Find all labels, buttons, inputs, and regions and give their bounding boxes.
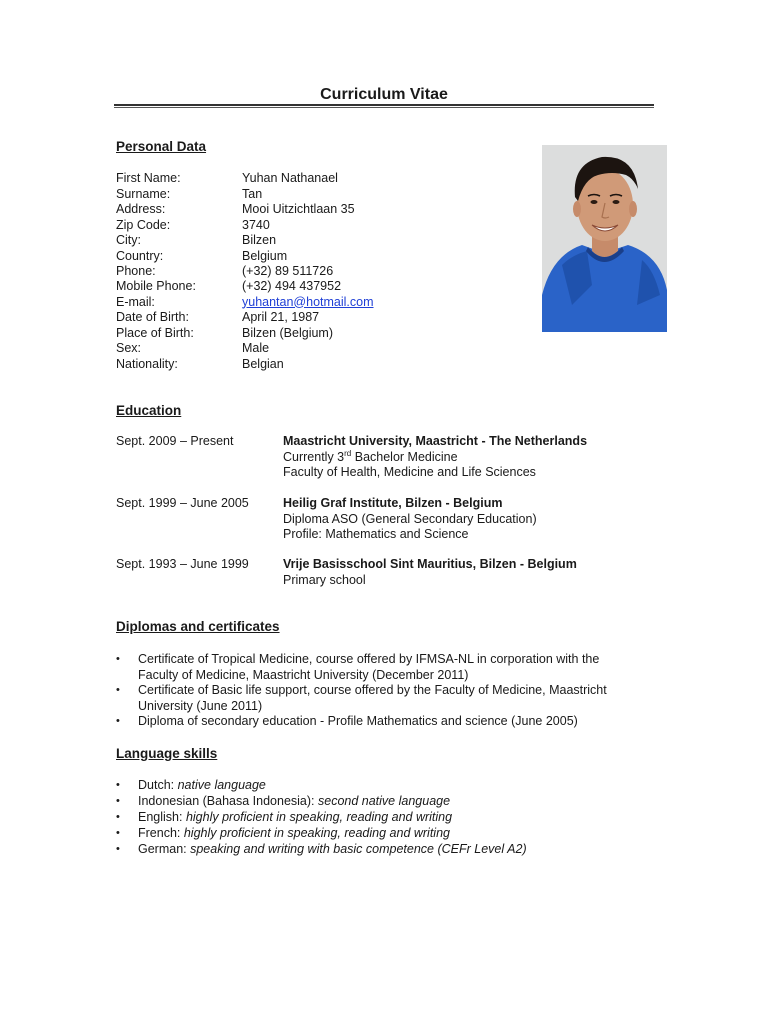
bullet-icon: • (116, 653, 120, 665)
list-item: • Certificate of Tropical Medicine, course offered by IFMSA-NL in corporation with the Faculty of Medicine, Maastricht University (December 2011) (116, 652, 600, 682)
list-item: • Diploma of secondary education - Profile Mathematics and science (June 2005) (116, 714, 578, 728)
bullet-icon: • (116, 843, 120, 855)
field-label: Mobile Phone: (116, 279, 196, 293)
field-value: Belgian (242, 356, 284, 371)
education-details (283, 557, 683, 588)
field-value: Tan (242, 186, 263, 201)
bullet-icon: • (116, 684, 120, 696)
profile-photo (542, 145, 667, 332)
education-dates: Sept. 1999 – June 2005 (116, 496, 249, 510)
field-label: Nationality: (116, 356, 178, 371)
field-value: Mooi Uitzichtlaan 35 (242, 202, 355, 216)
education-line: Currently 3rd Bachelor Medicine (283, 448, 458, 464)
bullet-icon: • (116, 715, 120, 727)
education-institution: Heilig Graf Institute, Bilzen - Belgium (283, 496, 503, 510)
field-label: Address: (116, 202, 166, 216)
title-rule-thin (114, 107, 654, 108)
field-label: City: (116, 233, 141, 247)
field-value: Bilzen (242, 233, 277, 247)
education-dates: Sept. 2009 – Present (116, 434, 234, 448)
education-line: Diploma ASO (General Secondary Education) (283, 511, 537, 526)
list-item: • Dutch: native language (116, 778, 266, 792)
field-value: Yuhan Nathanael (242, 171, 338, 185)
education-institution: Vrije Basisschool Sint Mauritius, Bilzen - Belgium (283, 557, 577, 571)
field-value: 3740 (242, 217, 270, 232)
education-details (283, 496, 683, 543)
education-heading: Education (116, 403, 182, 418)
bullet-icon: • (116, 779, 120, 791)
page-title: Curriculum Vitae (320, 86, 448, 103)
field-label: Place of Birth: (116, 325, 194, 340)
list-item: • English: highly proficient in speaking, reading and writing (116, 810, 453, 824)
education-line: Profile: Mathematics and Science (283, 527, 469, 541)
diplomas-heading: Diplomas and certificates (116, 619, 280, 634)
education-details (283, 434, 683, 481)
title-rule (114, 104, 654, 106)
education-institution: Maastricht University, Maastricht - The Netherlands (283, 434, 588, 448)
bullet-icon: • (116, 827, 120, 839)
field-value: Bilzen (Belgium) (242, 325, 334, 340)
language-list (116, 778, 636, 858)
field-label: Date of Birth: (116, 310, 189, 324)
field-value: (+32) 89 511726 (242, 264, 334, 278)
field-label: Country: (116, 248, 164, 263)
personal-data-heading: Personal Data (116, 139, 207, 154)
language-skills-heading: Language skills (116, 746, 218, 761)
bullet-icon: • (116, 795, 120, 807)
field-label: Phone: (116, 264, 156, 278)
list-item: • Indonesian (Bahasa Indonesia): second native language (116, 794, 451, 808)
education-dates: Sept. 1993 – June 1999 (116, 557, 249, 571)
field-label: Zip Code: (116, 217, 171, 232)
list-item: • French: highly proficient in speaking, reading and writing (116, 826, 450, 840)
education-line: Primary school (283, 572, 366, 587)
list-item: • German: speaking and writing with basic competence (CEFr Level A2) (116, 842, 527, 856)
field-label: E-mail: (116, 294, 155, 309)
field-label: Surname: (116, 186, 171, 201)
field-value: Belgium (242, 248, 288, 263)
field-value: April 21, 1987 (242, 310, 320, 324)
bullet-icon: • (116, 811, 120, 823)
diplomas-list (116, 652, 636, 730)
field-value: Male (242, 341, 270, 355)
email-link[interactable]: yuhantan@hotmail.com (242, 294, 374, 309)
list-item: • Certificate of Basic life support, course offered by the Faculty of Medicine, Maastricht University (June 2011) (116, 683, 607, 713)
field-value: (+32) 494 437952 (242, 279, 342, 293)
field-label: Sex: (116, 341, 142, 355)
education-line: Faculty of Health, Medicine and Life Sciences (283, 465, 536, 479)
portrait-illustration (542, 145, 667, 332)
field-label: First Name: (116, 171, 181, 185)
